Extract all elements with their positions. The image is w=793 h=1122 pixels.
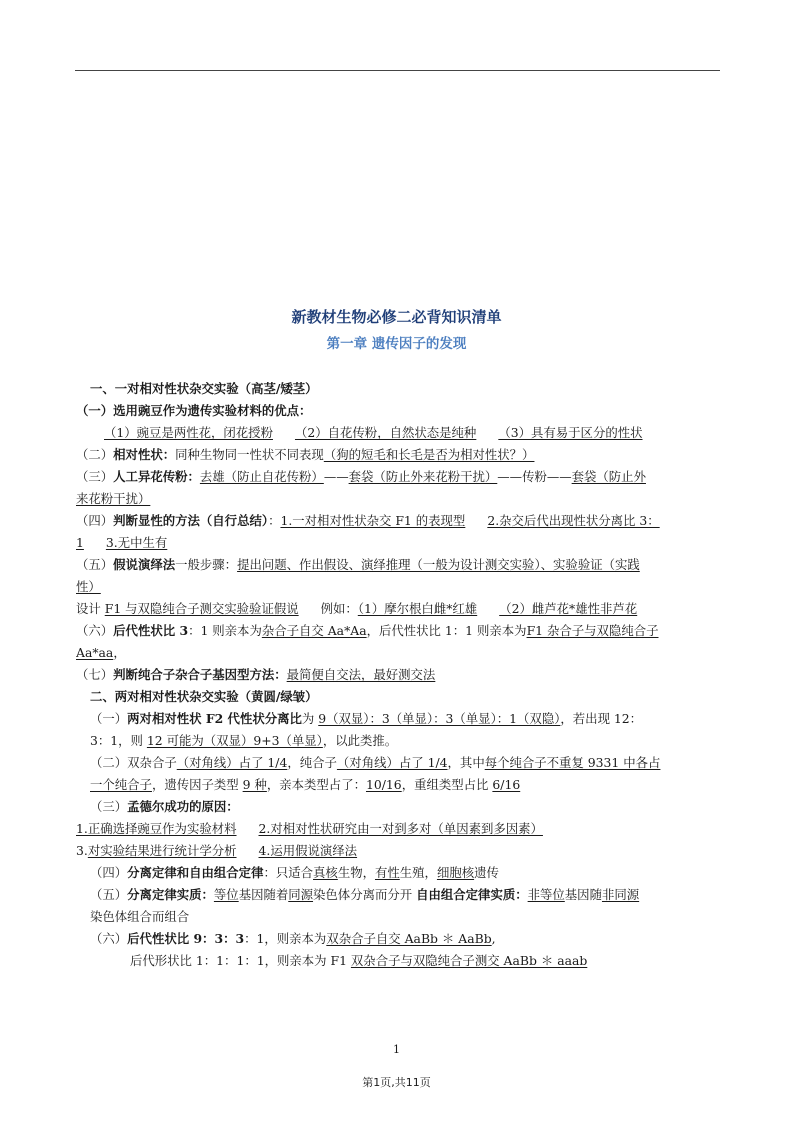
item-1-5-design	[76, 598, 722, 620]
item-1-5-cont	[76, 576, 722, 598]
text-run: 杂合子自交 Aa*Aa	[261, 623, 367, 638]
text-run: 分离定律实质：	[127, 887, 214, 902]
text-run: 为	[301, 711, 319, 726]
text-run: （1）摩尔根白雌*红雄	[357, 601, 478, 616]
text-run: 同源	[288, 887, 314, 902]
text-run: 细胞核	[436, 865, 475, 880]
text-run: 生物，	[337, 865, 375, 880]
text-run: 9（双显）：3（单显）：3（单显）：1（双隐）	[318, 711, 561, 726]
item-2-2-cont	[76, 774, 722, 796]
text-run: 来花粉干扰）	[76, 491, 151, 506]
text-run: （3）具有易于区分的性状	[498, 425, 643, 440]
text-run: 判断显性的方法（自行总结）	[113, 513, 269, 528]
text-run: 等位	[213, 887, 239, 902]
text-run: 同种生物同一性状不同表现	[175, 447, 324, 462]
item-2-5-cont	[76, 906, 722, 928]
text-run: 3.	[76, 843, 88, 858]
text-run: ：1，则亲本为	[244, 931, 327, 946]
text-run: （1）豌豆是两性花，闭花授粉	[104, 425, 273, 440]
text-run: （七）	[76, 667, 114, 682]
text-run: 假说演绎法	[113, 557, 176, 572]
text-run: 非同源	[601, 887, 640, 902]
item-2-3	[76, 796, 722, 818]
item-2-4	[76, 862, 722, 884]
text-run: 6/16	[492, 777, 521, 792]
text-run: ：只适合	[263, 865, 314, 880]
text-run: 基因随	[564, 887, 602, 902]
text-run: （四）	[76, 513, 114, 528]
item-2-1-cont	[76, 730, 722, 752]
text-run: 自由组合定律实质：	[416, 887, 528, 902]
text-run: 去雄（防止自花传粉）	[199, 469, 324, 484]
text-run: ，后代性状比 1：1 则亲本为	[366, 623, 527, 638]
text-run: （一）选用豌豆作为遗传实验材料的优点：	[76, 403, 312, 418]
header-rule	[75, 70, 720, 71]
text-run: （四）	[90, 865, 128, 880]
item-2-3-reasons-b	[76, 840, 722, 862]
item-1-1-content	[76, 422, 722, 444]
item-1-6-cont	[76, 642, 722, 664]
text-run: 提出问题、作出假设、演绎推理（一般为设计测交实验）、实验验证（实践	[237, 557, 640, 572]
item-2-1	[76, 708, 722, 730]
text-run: （六）	[90, 931, 128, 946]
text-run: （六）	[76, 623, 114, 638]
section-heading-1: 一、一对相对性状杂交实验（高茎/矮茎）	[90, 381, 318, 396]
text-run: 基因随着	[238, 887, 289, 902]
text-run: 一个纯合子	[90, 777, 152, 792]
text-run: （三）	[76, 469, 114, 484]
text-run: （一）	[90, 711, 128, 726]
text-run: ，其中	[447, 755, 485, 770]
text-run: ，纯合子	[287, 755, 337, 770]
page-number: 1	[393, 1043, 400, 1056]
text-run: ——	[323, 469, 349, 484]
text-run: ，重组类型占比	[401, 777, 493, 792]
text-run: 相对性状：	[113, 447, 176, 462]
text-run: 一般步骤：	[175, 557, 238, 572]
chapter-title: 第一章 遗传因子的发现	[326, 336, 467, 352]
text-run: ,	[491, 931, 496, 946]
text-run: 套袋（防止外来花粉干扰）	[348, 469, 498, 484]
text-run: 3：1，则	[90, 733, 147, 748]
text-run: 1.正确选择豌豆作为实验材料	[76, 821, 237, 836]
text-run: （对角线）占了 1/4	[176, 755, 288, 770]
text-run: 真核	[313, 865, 338, 880]
text-run: 两对相对性状 F2 代性状分离比	[127, 711, 302, 726]
item-1-6	[76, 620, 722, 642]
text-run: 双杂合子自交 AaBb ＊ AaBb	[326, 931, 492, 946]
item-2-3-reasons-a	[76, 818, 722, 840]
text-run: （三）	[90, 799, 128, 814]
text-run: （2）自花传粉，自然状态是纯种	[294, 425, 477, 440]
text-run: ，遗传因子类型	[151, 777, 243, 792]
text-run: 例如：	[320, 601, 358, 616]
item-1-4-cont	[76, 532, 722, 554]
text-run: 3.无中生有	[105, 535, 168, 550]
text-run: 非等位	[527, 887, 565, 902]
text-run: 性）	[76, 579, 101, 594]
item-2-6	[76, 928, 722, 950]
document-title: 新教材生物必修二必背知识清单	[291, 308, 502, 326]
text-run: ，	[113, 645, 126, 660]
text-run: 1	[76, 535, 84, 550]
text-run: ，若出现 12：	[560, 711, 643, 726]
text-run: 9 种	[242, 777, 267, 792]
text-run: ：	[268, 513, 281, 528]
item-1-7	[76, 664, 722, 686]
text-run: （五）	[90, 887, 128, 902]
text-run: （对角线）占了 1/4	[336, 755, 448, 770]
item-2-6-cont	[76, 950, 722, 972]
document-body	[76, 378, 722, 972]
text-run: 孟德尔成功的原因：	[127, 799, 239, 814]
item-2-5	[76, 884, 722, 906]
text-run: F1 杂合子与双隐纯合子	[526, 623, 659, 638]
text-run: ：1 则亲本为	[188, 623, 262, 638]
text-run: 有性	[374, 865, 400, 880]
text-run: （五）	[76, 557, 114, 572]
text-run: Aa*aa	[76, 645, 114, 660]
section-heading-2: 二、两对相对性状杂交实验（黄圆/绿皱）	[90, 689, 318, 704]
text-run: 人工异花传粉：	[113, 469, 200, 484]
text-run: 遗传	[474, 865, 499, 880]
text-run: 染色体分离而分开	[313, 887, 417, 902]
item-1-3	[76, 466, 722, 488]
item-1-4	[76, 510, 722, 532]
text-run: 10/16	[365, 777, 402, 792]
text-run: 后代性状比 3	[113, 623, 189, 638]
text-run: 12 可能为（双显）9+3（单显）	[146, 733, 323, 748]
text-run: 后代性状比 9：3：3	[127, 931, 245, 946]
text-run: 生殖，	[399, 865, 437, 880]
text-run: F1 与双隐纯合子测交实验验证假说	[104, 601, 299, 616]
text-run: 判断纯合子杂合子基因型方法：	[113, 667, 287, 682]
text-run: 染色体组合而组合	[90, 909, 190, 924]
text-run: 对实验结果进行统计学分析	[87, 843, 237, 858]
text-run: 分离定律和自由组合定律	[127, 865, 264, 880]
text-run: （二）	[76, 447, 114, 462]
text-run: ，以此类推。	[322, 733, 398, 748]
text-run: （二）双杂合子	[90, 755, 177, 770]
text-run: ——传粉——	[497, 469, 572, 484]
text-run: （狗的短毛和长毛是否为相对性状？）	[323, 447, 535, 462]
item-1-3-cont	[76, 488, 722, 510]
text-run: 双杂合子与双隐纯合子测交 AaBb ＊ aaab	[350, 953, 588, 968]
text-run: 后代形状比 1：1：1：1，则亲本为 F1	[130, 953, 351, 968]
text-run: 4.运用假说演绎法	[258, 843, 358, 858]
text-run: 2.对相对性状研究由一对到多对（单因素到多因素）	[258, 821, 543, 836]
text-run: 每个纯合子不重复 9331 中各占	[484, 755, 661, 770]
text-run: 2.杂交后代出现性状分离比 3：	[487, 513, 660, 528]
item-1-2	[76, 444, 722, 466]
item-1-1	[76, 400, 722, 422]
item-1-5	[76, 554, 722, 576]
text-run: 设计	[76, 601, 105, 616]
text-run: 最简便自交法，最好测交法	[286, 667, 436, 682]
text-run: ，亲本类型占了：	[266, 777, 366, 792]
page-footer: 第1页,共11页	[362, 1076, 431, 1089]
text-run: 1.一对相对性状杂交 F1 的表现型	[280, 513, 466, 528]
item-2-2	[76, 752, 722, 774]
text-run: 套袋（防止外	[571, 469, 646, 484]
text-run: （2）雌芦花*雄性非芦花	[499, 601, 638, 616]
